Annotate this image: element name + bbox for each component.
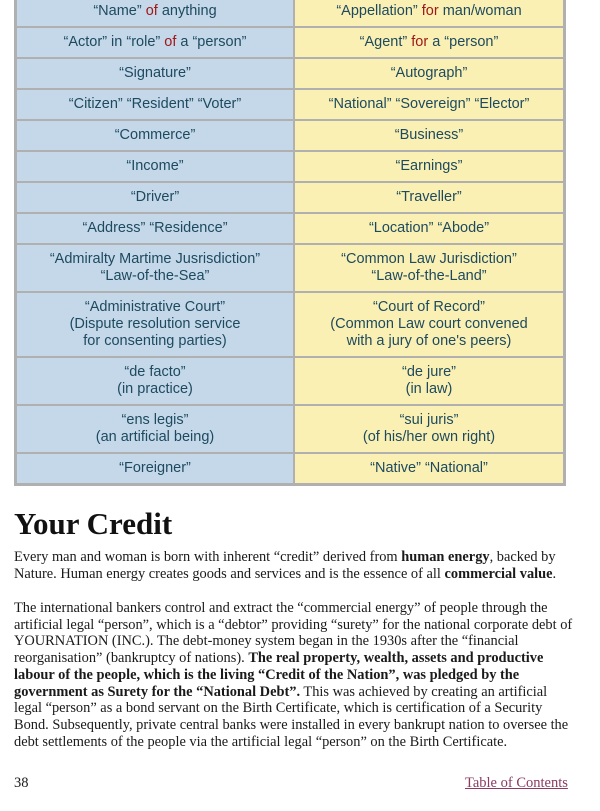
bold-text: commercial value xyxy=(444,565,553,582)
cell-natural-term xyxy=(294,292,565,357)
text-run: “Administrative Court” xyxy=(84,299,226,315)
text-run: “Driver” xyxy=(130,189,180,205)
text-run: , backed by Nature. Human energy creates goods and services and is the essence of all xyxy=(14,549,556,582)
text-run: “Autograph” xyxy=(390,65,468,81)
table-row xyxy=(16,405,565,453)
keyword-text: of xyxy=(145,3,158,19)
cell-legal-term xyxy=(16,89,295,120)
text-run: “Law-of-the-Land” xyxy=(371,268,487,284)
text-run: “Income” xyxy=(126,158,184,174)
cell-legal-term xyxy=(16,244,295,292)
page-number: 38 xyxy=(14,775,29,791)
cell-natural-term xyxy=(294,27,565,58)
cell-legal-term xyxy=(16,120,295,151)
text-run: (in law) xyxy=(405,381,453,397)
keyword-text: for xyxy=(411,34,429,50)
section-title: Your Credit xyxy=(14,506,173,541)
text-run: (in practice) xyxy=(117,381,193,397)
table-row xyxy=(16,357,565,405)
comparison-table-body xyxy=(16,0,565,485)
cell-natural-term xyxy=(294,405,565,453)
text-run: “Native” “National” xyxy=(370,460,488,476)
bold-text: The real property, wealth, assets and productive labour of the people, which is the living “Credit of the Nation”, was pledged by the government as Surety for the “National Debt”. xyxy=(14,650,544,700)
cell-legal-term xyxy=(16,58,295,89)
text-run: a “person” xyxy=(176,34,247,50)
text-run: “sui juris” xyxy=(399,412,459,428)
text-run: . xyxy=(552,565,557,582)
text-run: The international bankers control and extract the “commercial energy” of people through the artificial legal “person”, which is a “debtor” providing “surety” for the national corporate debt of YOURNATION (INC.). The debt-money system began in the 1930s after the “financial reorganisation” (bankruptcy of nations). xyxy=(14,600,573,667)
text-run: “Earnings” xyxy=(395,158,463,174)
text-run: Every man and woman is born with inherent “credit” derived from xyxy=(14,549,402,565)
text-run: “Commerce” xyxy=(114,127,196,143)
table-of-contents-link[interactable]: Table of Contents xyxy=(465,775,568,791)
text-run: “National” “Sovereign” “Elector” xyxy=(328,96,530,112)
cell-natural-term xyxy=(294,453,565,485)
cell-legal-term xyxy=(16,405,295,453)
text-run: “de jure” xyxy=(402,364,456,380)
cell-legal-term xyxy=(16,453,295,485)
cell-natural-term xyxy=(294,182,565,213)
text-run: (an artificial being) xyxy=(95,429,215,445)
text-run: (Dispute resolution service xyxy=(69,316,241,332)
text-run: “Location” “Abode” xyxy=(368,220,490,236)
keyword-text: for xyxy=(421,3,439,19)
cell-legal-term xyxy=(16,182,295,213)
text-run: “Citizen” “Resident” “Voter” xyxy=(68,96,242,112)
text-run: a “person” xyxy=(428,34,499,50)
cell-natural-term xyxy=(294,213,565,244)
cell-natural-term xyxy=(294,89,565,120)
cell-natural-term xyxy=(294,120,565,151)
cell-legal-term xyxy=(16,357,295,405)
cell-natural-term xyxy=(294,357,565,405)
text-run: “Court of Record” xyxy=(372,299,485,315)
text-run: (Common Law court convened xyxy=(330,316,528,332)
text-run: anything xyxy=(157,3,217,19)
cell-legal-term xyxy=(16,27,295,58)
text-run: “Name” xyxy=(93,3,146,19)
text-run: “ens legis” xyxy=(121,412,189,428)
text-run: for consenting parties) xyxy=(83,333,227,349)
table-row xyxy=(16,182,565,213)
table-row xyxy=(16,89,565,120)
comparison-table xyxy=(14,0,566,486)
text-run: with a jury of one's peers) xyxy=(346,333,512,349)
cell-legal-term xyxy=(16,0,295,27)
text-run: “de facto” xyxy=(124,364,186,380)
table-row xyxy=(16,213,565,244)
text-run: “Law-of-the-Sea” xyxy=(100,268,210,284)
table-row xyxy=(16,453,565,485)
table-row xyxy=(16,58,565,89)
cell-natural-term xyxy=(294,58,565,89)
cell-legal-term xyxy=(16,213,295,244)
text-run: This was achieved by creating an artificial legal “person” as a bond servant on the Birth Certificate, which is certification of a Security Bond. Subsequently, private central banks were installed in every bankrupt nation to oversee the debt settlements of the people via the artificial legal “person” on the Birth Certificate. xyxy=(14,683,569,750)
table-row xyxy=(16,292,565,357)
cell-natural-term xyxy=(294,151,565,182)
cell-legal-term xyxy=(16,151,295,182)
text-run: “Appellation” xyxy=(336,3,422,19)
cell-legal-term xyxy=(16,292,295,357)
table-row xyxy=(16,151,565,182)
text-run: (of his/her own right) xyxy=(362,429,496,445)
text-run: “Foreigner” xyxy=(119,460,191,476)
text-run: “Traveller” xyxy=(396,189,462,205)
cell-natural-term xyxy=(294,244,565,292)
text-run: “Business” xyxy=(394,127,464,143)
text-run: “Agent” xyxy=(359,34,412,50)
keyword-text: of xyxy=(164,34,177,50)
cell-natural-term xyxy=(294,0,565,27)
table-row xyxy=(16,120,565,151)
text-run: “Actor” in “role” xyxy=(63,34,165,50)
paragraph-bankers xyxy=(14,600,574,750)
text-run: “Admiralty Martime Jusrisdiction” xyxy=(49,251,261,267)
text-run: “Common Law Jurisdiction” xyxy=(341,251,517,267)
text-run: “Signature” xyxy=(119,65,191,81)
paragraph-credit-intro xyxy=(14,549,574,582)
text-run: man/woman xyxy=(438,3,522,19)
table-row xyxy=(16,0,565,27)
text-run: “Address” “Residence” xyxy=(82,220,228,236)
table-row xyxy=(16,244,565,292)
table-row xyxy=(16,27,565,58)
bold-text: human energy xyxy=(401,549,490,565)
